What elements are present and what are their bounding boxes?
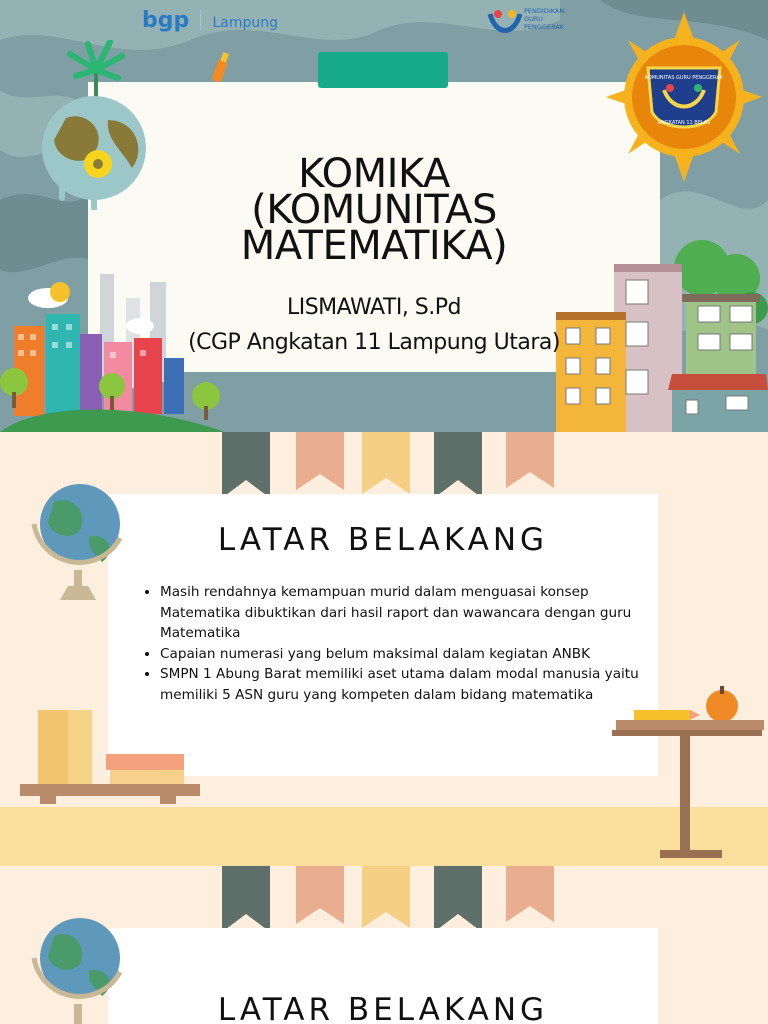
logo-line-1: PENDIDIKAN [524,7,565,15]
guru-penggerak-emblem-icon [486,6,524,40]
author-affiliation: (CGP Angkatan 11 Lampung Utara) [188,330,560,355]
bullet-item: • Masih rendahnya kemampuan murid dalam menguasai konsep Matematika dibuktikan dari hasil raport dan wawancara dengan guru Matematika [160,582,640,644]
bullet-item: • SMPN 1 Abung Barat memiliki aset utama dalam modal manusia yaitu memiliki 5 ASN guru yang kompeten dalam bidang matematika [160,664,640,705]
logo-line-2: GURU [524,15,544,23]
badge-bottom-text: ANGKATAN 11 BELAS [657,120,711,126]
bullet-list [136,582,640,705]
logo-divider [200,9,201,31]
bgp-wordmark: bgp [142,8,190,33]
bullet-item: • Capaian numerasi yang belum maksimal dalam kegiatan ANBK [160,644,640,665]
bgp-logo [142,8,278,33]
background-slide [0,432,768,866]
logo-line-3: PENGGERAK [524,23,565,31]
card-tab [318,52,448,88]
title-line-2: (KOMUNITAS [251,187,497,233]
title-slide [0,0,768,432]
title-line-3: MATEMATIKA) [240,223,508,269]
background-slide-copy [0,866,768,1024]
title-line-1: KOMIKA [298,151,450,197]
slide-heading: LATAR BELAKANG [217,522,549,558]
author-name: LISMAWATI, S.Pd [286,295,462,320]
bgp-region: Lampung [212,15,278,31]
books-shelf-illustration [20,706,210,806]
slide-heading: LATAR BELAKANG [217,992,549,1024]
desk-illustration [612,686,768,864]
guru-penggerak-logo [486,6,582,40]
presentation-title [88,151,660,269]
bottle-icon [208,50,232,86]
badge-top-text: KOMUNITAS GURU PENGGERAK [644,75,724,81]
